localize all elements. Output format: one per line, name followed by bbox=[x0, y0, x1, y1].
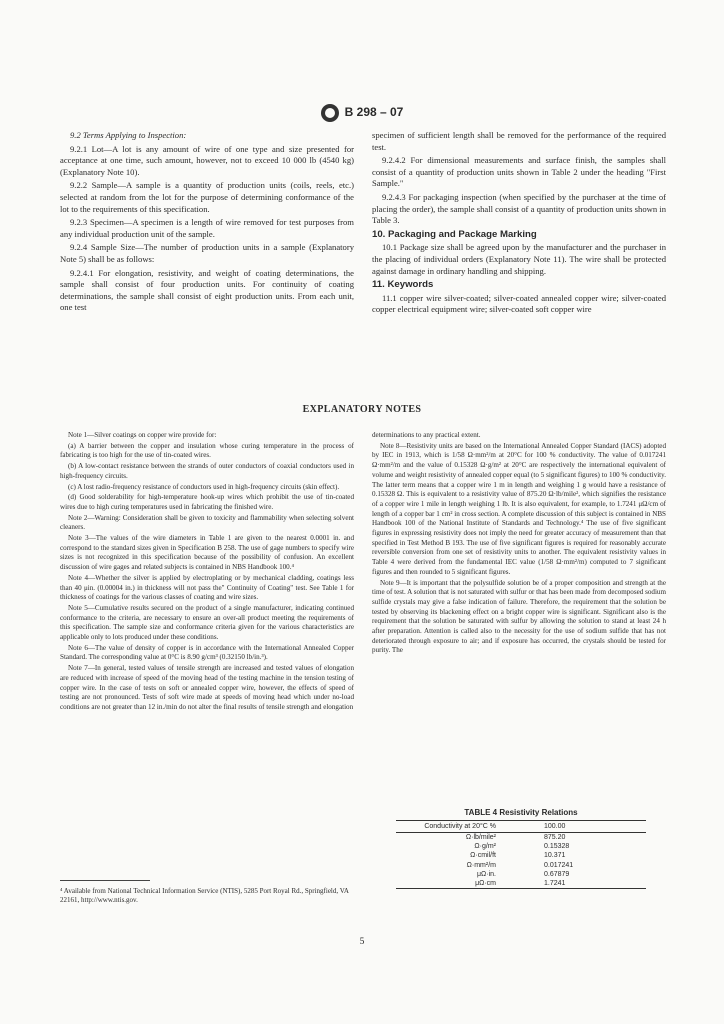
notes-right-column bbox=[372, 431, 666, 657]
note-6: Note 6—The value of density of copper is in accordance with the International Annealed Copper Standard. The corresponding value at 0°C is 8.90 g/cm³ (0.32150 lb/in.³). bbox=[60, 643, 354, 662]
table-header-conductivity: Conductivity at 20°C % bbox=[396, 821, 526, 833]
notes-left-column bbox=[60, 431, 354, 714]
para-11-1: 11.1 copper wire silver-coated; silver-coated annealed copper wire; silver-coated copper electrical equipment wire; silver-coated soft copper wire bbox=[372, 292, 666, 315]
resistivity-table bbox=[396, 820, 646, 889]
table-row: Ω·cmil/ft 10.371 bbox=[470, 852, 566, 860]
note-1b: (b) A low-contact resistance between the strands of outer conductors of coaxial conductors used in high-frequency circuits. bbox=[60, 462, 354, 480]
table-row: Ω·mm²/m 0.017241 bbox=[466, 861, 574, 869]
right-column bbox=[372, 130, 666, 318]
page-number: 5 bbox=[359, 937, 365, 947]
section-heading-10: 10. Packaging and Package Marking bbox=[372, 228, 537, 240]
table-4 bbox=[396, 808, 646, 889]
para-cont: specimen of sufficient length shall be removed for the performance of the required test. bbox=[372, 130, 666, 152]
table-header-value: 100.00 bbox=[526, 821, 646, 833]
note-1c: (c) A lost radio-frequency resistance of conductors used in high-frequency circuits (skin effect). bbox=[68, 482, 340, 491]
note-4: Note 4—Whether the silver is applied by electroplating or by mechanical cladding, coatings less than 40 μin. (0.00004 in.) in thickness will not pass the" Continuity of Coating" test. See Table 1 for thickness of coatings for the various classes of coating and wire sizes. bbox=[60, 573, 354, 602]
footnote-rule bbox=[60, 880, 150, 881]
note-1d: (d) Good solderability for high-temperature hook-up wires which prohibit the use of tin-coated wires due to high curing temperatures used in fabricating the finished wire. bbox=[60, 493, 354, 511]
note-1: Note 1—Silver coatings on copper wire provide for: bbox=[68, 431, 217, 439]
astm-logo bbox=[321, 104, 339, 122]
note-9: Note 9—It is important that the polysulfide solution be of a proper composition and strength at the time of test. A solution that is not saturated with sulfur or that has been made from decomposed sodium sulfide crystals may give a false indication of failure. Therefore, the requirement that the solution be tested by observing its blackening effect on a bright copper wire is significant. Significant also is the requirement that the solution be saturated with sulfur by allowing the solution to stand at least 24 h after preparation. Attention is called also to the necessity for the use of sodium sulfide that has not deteriorated through exposure to air; and if exposure has occurred, the crystals should be tested for purity. The bbox=[372, 578, 666, 655]
note-8: Note 8—Resistivity units are based on the International Annealed Copper Standard (IACS) adopted by IEC in 1913, which is 1/58 Ω·mm²/m at 20°C for 100 % conductivity. The value of 0.017241 Ω·mm²/m and the value of 0.15328 Ω·g/m² at 20°C are respectively the international equivalent of volume and weight resistivity of annealed copper equal (to 5 significant figures) to 100 % conductivity. The latter term means that a copper wire 1 m in length and weighing 1 g would have a resistance of 0.15328 Ω. This is equivalent to a resistivity value of 875.20 Ω·lb/mile², which signifies the resistance of a copper wire 1 mile in length weighing 1 lb. It is also equivalent, for example, to 1.7241 μΩ/cm of length of a copper bar 1 cm² in cross section. A complete discussion of this subject is contained in NBS Handbook 100 of the National Institute of Standards and Technology.⁴ The use of five significant figures in expressing resistivity does not imply the need for greater accuracy of measurement than that specified in Test Method B 193. The use of five significant figures is required for reasonably accurate reversible conversion from one set of resistivity units to another. The equivalent resistivity values in Table 4 were derived from the fundamental IEC value (1/58 Ω·mm²/m) computed to 7 significant figures and then rounded to 5 significant figures. bbox=[372, 441, 666, 576]
para-9-2-4-1: 9.2.4.1 For elongation, resistivity, and weight of coating determinations, the sample shall consist of four production units. For continuity of coating determinations, the sample shall consist of eight production units. From each unit, one test bbox=[60, 267, 354, 313]
table-row: Ω·g/m² 0.15328 bbox=[474, 843, 570, 851]
footnote bbox=[60, 880, 356, 906]
note-2: Note 2—Warning: Consideration shall be given to toxicity and flammability when selecting solvent cleaners. bbox=[60, 513, 354, 532]
designation: B 298 – 07 bbox=[344, 105, 404, 120]
section-heading-11: 11. Keywords bbox=[372, 279, 434, 291]
para-9-2-4: 9.2.4 Sample Size—The number of production units in a sample (Explanatory Note 5) shall be as follows: bbox=[60, 242, 354, 264]
note-3: Note 3—The values of the wire diameters in Table 1 are given to the nearest 0.0001 in. and correspond to the standard sizes given in Specification B 258. The use of gage numbers to specify wire sizes is not recognized in this specification because of the possibility of confusion. An excellent discussion of wire gages and related subjects is contained in NBS Handbook 100.⁴ bbox=[60, 534, 354, 572]
note-7-cont: determinations to any practical extent. bbox=[372, 431, 481, 439]
para-9-2-2: 9.2.2 Sample—A sample is a quantity of production units (coils, reels, etc.) selected at random from the lot for the purpose of determining conformance of the lot to the requirements of this specification. bbox=[60, 180, 354, 214]
explanatory-notes-title: EXPLANATORY NOTES bbox=[302, 404, 422, 415]
table-row: μΩ·cm 1.7241 bbox=[396, 879, 646, 889]
table-row: Ω·lb/mile² 875.20 bbox=[465, 834, 566, 841]
table-4-title: TABLE 4 Resistivity Relations bbox=[464, 808, 578, 817]
para-10-1: 10.1 Package size shall be agreed upon by the manufacturer and the purchaser in the placing of individual orders (Explanatory Note 11). The wire shall be protected against damage in ordinary handling and shipping. bbox=[372, 242, 666, 276]
note-1a: (a) A barrier between the copper and insulation whose curing temperature in the process of fabricating is too high for the use of tin-coated wires. bbox=[60, 441, 354, 460]
table-row: μΩ·in. 0.67879 bbox=[477, 870, 570, 878]
note-7: Note 7—In general, tested values of tensile strength are increased and tested values of elongation are reduced with increase of speed of the moving head of the testing machine in the tension testing of copper wire. In the case of tests on soft or annealed copper wire, however, the effects of speed of testing are not pronounced. Tests of soft wire made at speeds of moving head which under no-load conditions are not greater than 12 in./min do not alter the final results of tensile strength and elongation bbox=[60, 664, 354, 711]
para-9-2-1: 9.2.1 Lot—A lot is any amount of wire of one type and size presented for acceptance at one time, such amount, however, not to exceed 10 000 lb (4540 kg) (Explanatory Note 10). bbox=[60, 143, 354, 177]
para-9-2: 9.2 Terms Applying to Inspection: bbox=[70, 130, 187, 140]
footnote-text: ⁴ Available from National Technical Information Service (NTIS), 5285 Port Royal Rd., Springfield, VA 22161, http://www.ntis.gov. bbox=[60, 887, 349, 905]
note-5: Note 5—Cumulative results secured on the product of a single manufacturer, indicating continued conformance to the criteria, are necessary to ensure an over-all product meeting the requirements of this specification. The sample size and conformance criteria given for the various characteristics are applicable only to lots produced under these conditions. bbox=[60, 603, 354, 642]
table-header-row bbox=[396, 821, 646, 833]
para-9-2-4-2: 9.2.4.2 For dimensional measurements and surface finish, the samples shall consist of a quantity of production units shown in Table 2 under the heading "First Sample." bbox=[372, 155, 666, 189]
page-header bbox=[0, 104, 724, 122]
left-column bbox=[60, 130, 354, 316]
para-9-2-3: 9.2.3 Specimen—A specimen is a length of wire removed for test purposes from any individual production unit of the sample. bbox=[60, 217, 354, 239]
para-9-2-4-3: 9.2.4.3 For packaging inspection (when specified by the purchaser at the time of placing the order), the sample shall consist of a quantity of production units shown in Table 3. bbox=[372, 191, 666, 226]
